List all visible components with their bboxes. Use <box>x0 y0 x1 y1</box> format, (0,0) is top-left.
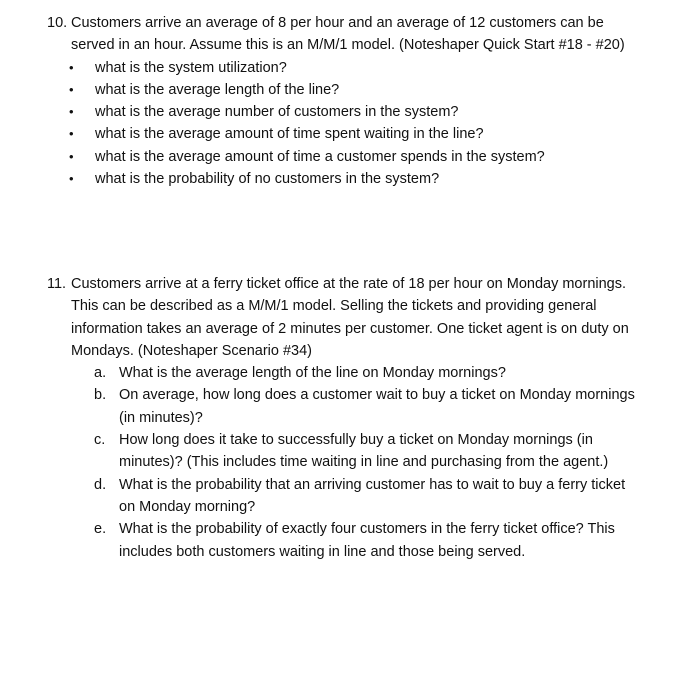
list-item <box>47 57 642 79</box>
list-item <box>47 146 642 168</box>
list-item <box>47 518 642 563</box>
question-text: On average, how long does a customer wait to buy a ticket on Monday mornings (in minutes)? <box>119 387 635 426</box>
question-marker: a. <box>94 365 107 382</box>
bullet-icon: • <box>69 59 74 75</box>
question-text: What is the probability of exactly four customers in the ferry ticket office? This includes both customers waiting in line and those being served. <box>119 521 615 560</box>
problem-10-text: Customers arrive an average of 8 per hour and an average of 12 customers can be served in an hour. Assume this is an M/M/1 model. (Noteshaper Quick Start #18 - #20) <box>71 15 625 54</box>
problem-10-stem <box>47 12 642 57</box>
question-text: How long does it take to successfully buy a ticket on Monday mornings (in minutes)? (This includes time waiting in line and purchasing from the agent.) <box>119 432 609 471</box>
question-marker: d. <box>94 476 107 493</box>
question-text: what is the average length of the line? <box>95 81 340 98</box>
problem-10 <box>47 12 642 190</box>
bullet-icon: • <box>69 148 74 164</box>
list-item <box>47 101 642 123</box>
list-item <box>47 429 642 474</box>
problem-11-number: 11. <box>47 276 67 292</box>
list-item <box>47 123 642 145</box>
question-marker: e. <box>94 521 107 538</box>
question-text: What is the probability that an arriving customer has to wait to buy a ferry ticket on Monday morning? <box>119 476 626 515</box>
problem-11 <box>47 273 642 563</box>
problem-11-stem <box>47 273 642 362</box>
list-item <box>47 362 642 384</box>
bullet-icon: • <box>69 171 74 187</box>
problem-11-text: Customers arrive at a ferry ticket office at the rate of 18 per hour on Monday mornings. This can be described as a M/M/1 model. Selling the tickets and providing general information takes an average of 2 minutes per customer. One ticket agent is on duty on Mondays. (Noteshaper Scenario #34) <box>71 276 629 359</box>
question-text: what is the average number of customers in the system? <box>95 104 459 121</box>
question-text: What is the average length of the line on Monday mornings? <box>119 365 506 382</box>
list-item <box>47 79 642 101</box>
question-text: what is the system utilization? <box>95 59 287 76</box>
list-item <box>47 474 642 519</box>
question-marker: c. <box>94 432 106 449</box>
question-text: what is the average amount of time a customer spends in the system? <box>95 148 545 165</box>
question-text: what is the average amount of time spent waiting in the line? <box>95 126 484 143</box>
question-text: what is the probability of no customers in the system? <box>95 171 440 188</box>
list-item <box>47 168 642 190</box>
problem-10-question-list <box>47 57 642 191</box>
problem-11-question-list <box>47 362 642 563</box>
question-marker: b. <box>94 387 107 404</box>
bullet-icon: • <box>69 126 74 142</box>
bullet-icon: • <box>69 104 74 120</box>
bullet-icon: • <box>69 81 74 97</box>
problem-10-number: 10. <box>47 15 68 31</box>
list-item <box>47 384 642 429</box>
